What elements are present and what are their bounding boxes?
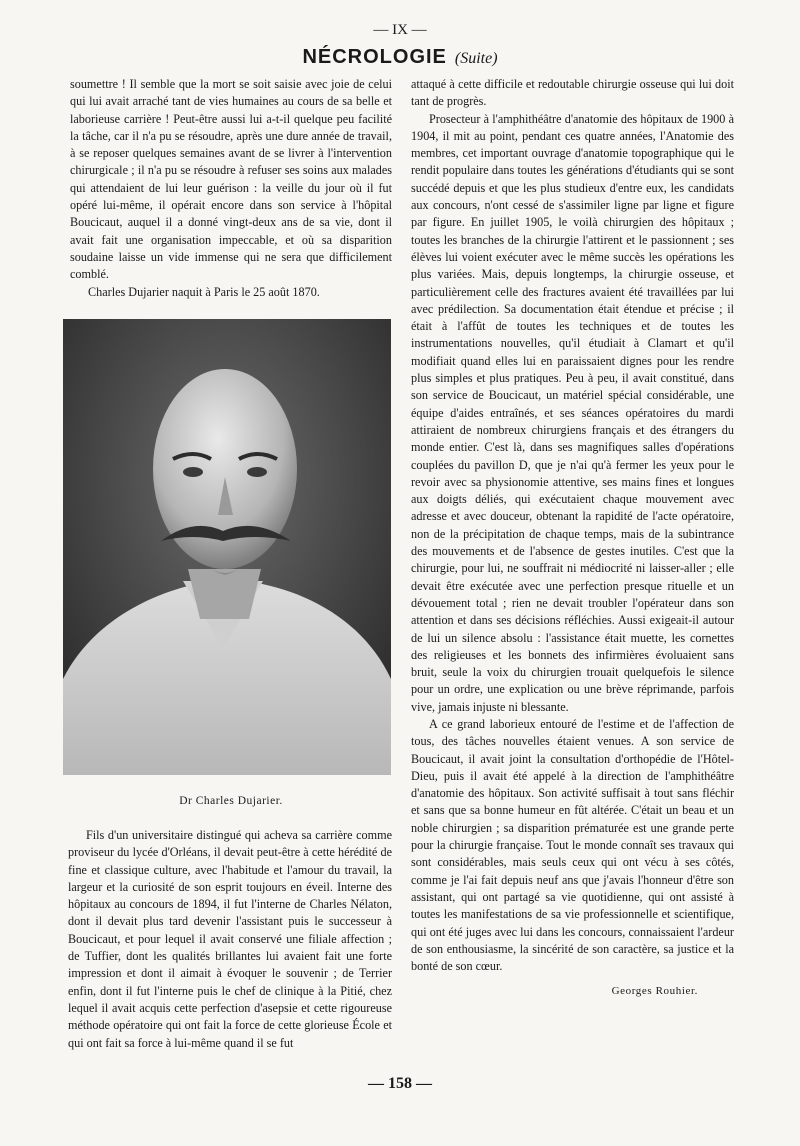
- page-roman-numeral: — IX —: [373, 22, 427, 38]
- page-number: — 158 —: [368, 1075, 432, 1092]
- left-column-top: [70, 76, 392, 301]
- paragraph: A ce grand laborieux entouré de l'estime et de l'affection de tous, des tâches nouvelles étaient venues. A son service de Boucicaut, il avait joint la consultation d'orthopédie de l'Hôtel-Dieu, puis il avait été appelé à la direction de l'amphithéâtre d'anatomie des hôpitaux. Son activité suffisait à tout sans fléchir et sans que sa bonne humeur en fût altérée. C'était un beau et un noble chirurgien ; sa disparition prématurée est une grande perte pour la chirurgie française. Tout le monde connaît ses travaux qui sont considérables, mais seuls ceux qui ont vécu à ses côtés, comme je l'ai fait depuis neuf ans que j'avais l'honneur d'être son assistant, qui ont partagé sa vie quotidienne, qui ont assisté à toutes les manifestations de sa vie professionnelle et scientifique, qui ont été juges avec lui dans les concours, connaissaient l'ardeur de son enthousiasme, la sincérité de son caractère, sa justice et la bonté de son cœur.: [411, 716, 734, 974]
- section-title: NÉCROLOGIE: [302, 46, 447, 68]
- paragraph: Fils d'un universitaire distingué qui acheva sa carrière comme proviseur du lycée d'Orléans, il devait peut-être à cette hérédité de fine et classique culture, avec l'habitude et l'amour du travail, la largeur et la curiosité de son esprit toujours en éveil. Interne des hôpitaux au concours de 1894, il fut l'interne de Charles Nélaton, dont il devait plus tard devenir l'assistant puis le successeur à Boucicaut, et pour lequel il avait conservé une filiale affection ; de Tuffier, dont les qualités brillantes lui avaient fait une forte impression et dont il aimait à évoquer le souvenir ; de Terrier enfin, dont il fut l'interne puis le chef de clinique à la Pitié, chez lequel il avait acquis cette perfection d'asepsie et cette rigoureuse méthode opératoire qui ont fait la force de cette glorieuse École et qui ont fait sa force à lui-même quand il se fut: [68, 828, 392, 1050]
- left-column-bottom: [68, 827, 392, 1052]
- paragraph: soumettre ! Il semble que la mort se soit saisie avec joie de celui qui lui avait arraché tant de vies humaines au cours de sa belle et laborieuse carrière ! Peut-être aussi lui a-t-il quelque peu facilité la tâche, car il n'a pu se résoudre, après une dure année de travail, à se reposer quelques semaines avant de se livrer à l'intervention chirurgicale ; il n'a pu se résoudre à refuser ses soins aux malades qui attendaient de lui leur guérison : la veille du jour où il fut opéré lui-même, il opérait encore dans son service à l'hôpital Boucicaut, auquel il a donné vingt-deux ans de sa vie, dont il avait fait une organisation impeccable, et où sa disparition soudaine laisse un vide immense qui ne sera que difficilement comblé.: [70, 77, 392, 282]
- portrait-illustration: [63, 319, 391, 775]
- section-heading: [0, 46, 800, 69]
- right-column: [411, 76, 734, 1001]
- section-title-suffix: (Suite): [454, 50, 498, 67]
- paragraph: attaqué à cette difficile et redoutable chirurgie osseuse qui lui doit tant de progrès.: [411, 77, 734, 109]
- author-signature: Georges Rouhier.: [611, 985, 698, 998]
- paragraph: Charles Dujarier naquit à Paris le 25 août 1870.: [88, 284, 320, 299]
- paragraph: Prosecteur à l'amphithéâtre d'anatomie des hôpitaux de 1900 à 1904, il mit au point, pendant ces quatre années, l'Anatomie des membres, cet important ouvrage d'anatomie topographique qui le rendit populaire dans toutes les générations d'étudiants qui se sont succédé depuis et que les plus studieux d'entre eux, les candidats aux concours, n'ont cessé de s'assimiler ligne par ligne et figure par figure. En juillet 1905, le voilà chirurgien des hôpitaux ; toutes les branches de la chirurgie l'attirent et le passionnent ; ses élèves lui voient exécuter avec le même succès les opérations les plus variées. Mais, depuis longtemps, la chirurgie osseuse, et particulièrement celle des fractures avaient été travaillées par lui avec prédilection. Sa documentation était étendue et précise ; il était à l'affût de toutes les techniques et de toutes les instrumentations nouvelles, qu'il étudiait à Clamart et qu'il modifiait quand elles lui en paraissaient dignes pour les rendre plus simples et plus pratiques. Peu à peu, il avait constitué, dans son service de Boucicaut, un matériel spécial considérable, une équipe d'aides entraînés, et ses séances opératoires du mardi attiraient de nombreux chirurgiens français et des étrangers du monde entier. C'est là, dans ses magnifiques salles d'opérations couplées du pavillon D, que je n'ai qu'à fermer les yeux pour le revoir avec sa physionomie attentive, ses mains fines et longues aux doigts déliés, qui exécutaient chaque mouvement avec adresse et avec douceur, obtenant la rapidité de l'acte opératoire, non de la précipitation de chaque temps, mais de la subintrance des mouvements et de l'absence de gestes inutiles. C'est que la chirurgie, pour lui, ne souffrait ni médiocrité ni laisser-aller ; elle devait être exécutée avec une perfection presque rituelle et un dévouement total ; rien ne devait troubler l'opérateur dans son attention et dans ses décisions réfléchies. Aussi exigeait-il autour de lui un silence absolu : l'assistance était muette, les cornettes des religieuses et les bonnets des infirmières évoluaient sans bruit, seule la voix du chirurgien trouait quelquefois le silence pour un ordre, une explication ou une brève réprimande, parfois vive, jamais injuste ni blessante.: [411, 111, 734, 714]
- photo-caption: Dr Charles Dujarier.: [179, 795, 283, 807]
- portrait-photo: [63, 319, 391, 775]
